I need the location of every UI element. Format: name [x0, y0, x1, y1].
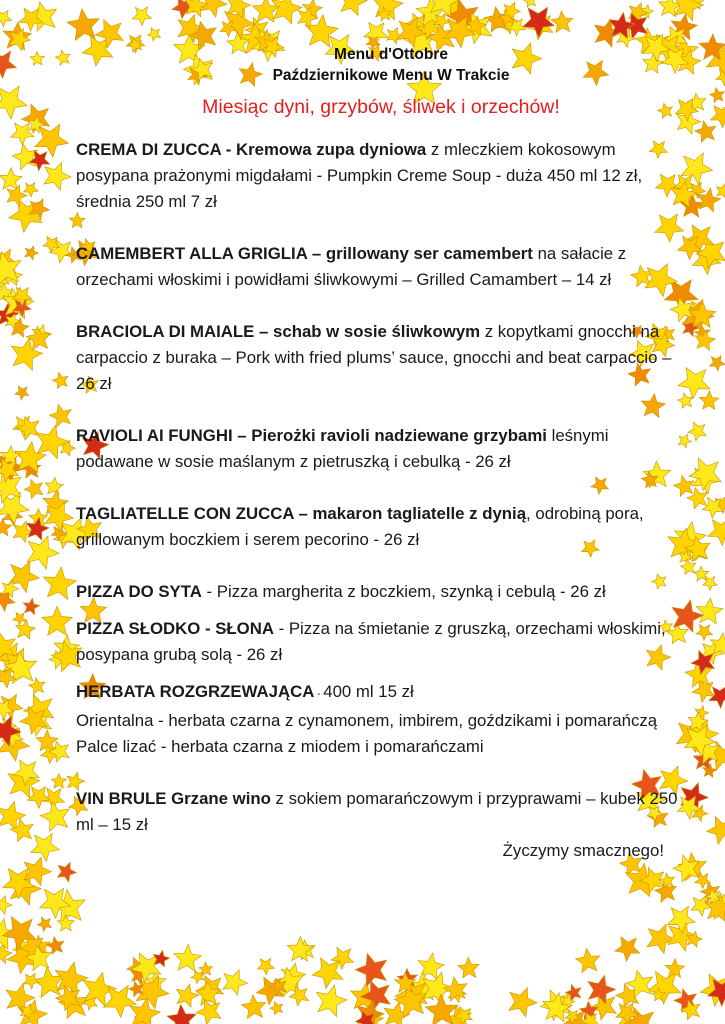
leaf-decoration: [190, 969, 205, 984]
leaf-decoration: [673, 0, 703, 21]
leaf-decoration: [571, 946, 604, 978]
leaf-decoration: [0, 46, 18, 82]
theme-heading: Miesiąc dyni, grzybów, śliwek i orzechów!: [202, 96, 560, 118]
menu-item-herbata: [76, 679, 686, 708]
leaf-decoration: [47, 402, 74, 428]
leaf-decoration: [456, 954, 483, 981]
leaf-decoration: [509, 987, 538, 1018]
leaf-decoration: [703, 511, 725, 548]
item-name: CREMA DI ZUCCA - Kremowa zupa dyniowa: [76, 140, 427, 159]
item-name: HERBATA ROZGRZEWAJĄCA: [76, 682, 315, 701]
item-description: - Pizza na śmietanie z gruszką, orzechami włoskimi, posypana grubą solą - 26 zł: [76, 619, 666, 664]
leaf-decoration: [704, 815, 725, 847]
menu-header: [96, 44, 686, 86]
leaf-decoration: [311, 983, 352, 1023]
leaf-decoration: [0, 86, 28, 120]
menu-item-pizza-do-syta: [76, 579, 686, 605]
item-name: BRACIOLA DI MAIALE – schab w sosie śliwkowym: [76, 322, 481, 341]
leaf-decoration: [13, 382, 33, 402]
item-description: na sałacie z orzechami włoskimi i powidłami śliwkowymi – Grilled Camambert – 14 zł: [76, 244, 627, 289]
menu-title: Menu d'Ottobre: [334, 46, 448, 63]
item-description: z kopytkami gnocchi na carpaccio z buraka – Pork with fried plums’ sauce, gnocchi and beat carpaccio – 26 zł: [76, 322, 672, 393]
leaf-decoration: [37, 603, 79, 644]
item-description: - Pizza margherita z boczkiem, szynką i cebulą - 26 zł: [201, 582, 606, 601]
leaf-decoration: [51, 370, 70, 389]
leaf-decoration: [36, 915, 55, 934]
menu-item-crema-di-zucca: [76, 137, 686, 215]
tea-variant-palce-lizac: Palce lizać - herbata czarna z miodem i pomarańczami: [76, 737, 484, 756]
leaf-decoration: [0, 165, 25, 193]
leaf-decoration: [695, 596, 725, 628]
menu-item-pizza-slodko-slona: [76, 616, 686, 668]
leaf-decoration: [283, 934, 318, 969]
leaf-decoration: [707, 352, 725, 373]
item-description: z mleczkiem kokosowym posypana prażonymi migdałami - Pumpkin Creme Soup - duża 450 ml 12 zł, średnia 250 ml 7 zł: [76, 140, 643, 211]
menu-subtitle: Październikowe Menu W Trakcie: [272, 67, 510, 84]
item-name: TAGLIATELLE CON ZUCCA – makaron tagliatelle z dynią: [76, 504, 527, 523]
leaf-decoration: [0, 7, 13, 29]
leaf-decoration: [521, 0, 539, 10]
leaf-decoration: [8, 753, 43, 788]
closing-wish: Życzymy smacznego!: [502, 841, 664, 860]
leaf-decoration: [268, 999, 286, 1017]
leaf-decoration: [708, 686, 725, 709]
item-description: leśnymi podawane w sosie maślanym z pietruszką i cebulką - 26 zł: [76, 426, 609, 471]
leaf-decoration: [336, 0, 370, 17]
leaf-decoration: [52, 858, 79, 885]
leaf-decoration: [694, 622, 714, 642]
item-dash: -: [314, 689, 324, 700]
leaf-decoration: [610, 930, 644, 963]
item-size-price: 400 ml 15 zł: [323, 682, 414, 701]
leaf-decoration: [687, 422, 709, 443]
leaf-decoration: [25, 245, 39, 260]
item-name: RAVIOLI AI FUNGHI – Pierożki ravioli nadziewane grzybami: [76, 426, 547, 445]
menu-content: [76, 44, 686, 864]
leaf-decoration: [708, 85, 725, 105]
leaf-decoration: [698, 389, 721, 413]
leaf-decoration: [0, 518, 12, 536]
leaf-decoration: [146, 24, 164, 42]
leaf-decoration: [28, 50, 45, 67]
item-name: PIZZA DO SYTA: [76, 582, 202, 601]
item-description: , odrobiną pora, grillowanym boczkiem i serem pecorino - 26 zł: [76, 504, 644, 549]
item-name: CAMEMBERT ALLA GRIGLIA – grillowany ser camembert: [76, 244, 533, 263]
leaf-decoration: [55, 50, 71, 66]
leaf-decoration: [132, 7, 152, 26]
leaf-decoration: [161, 1001, 201, 1024]
item-name: PIZZA SŁODKO - SŁONA: [76, 619, 274, 638]
menu-item-tagliatelle: [76, 501, 686, 553]
menu-item-ravioli: [76, 423, 686, 475]
leaf-decoration: [49, 772, 67, 791]
leaf-decoration: [355, 953, 387, 987]
leaf-decoration: [35, 563, 81, 609]
menu-item-vin-brule: [76, 786, 686, 838]
leaf-decoration: [239, 993, 267, 1022]
item-name: VIN BRULE Grzane wino: [76, 789, 271, 808]
leaf-decoration: [25, 828, 62, 865]
menu-item-braciola: [76, 319, 686, 397]
item-description: z sokiem pomarańczowym i przyprawami – kubek 250 ml – 15 zł: [76, 789, 678, 834]
leaf-decoration: [255, 954, 278, 977]
menu-item-camembert: [76, 241, 686, 293]
leaf-decoration: [64, 6, 101, 44]
tea-variant-orientalna: Orientalna - herbata czarna z cynamonem, imbirem, goździkami i pomarańczą: [76, 711, 658, 730]
leaf-decoration: [170, 980, 201, 1011]
